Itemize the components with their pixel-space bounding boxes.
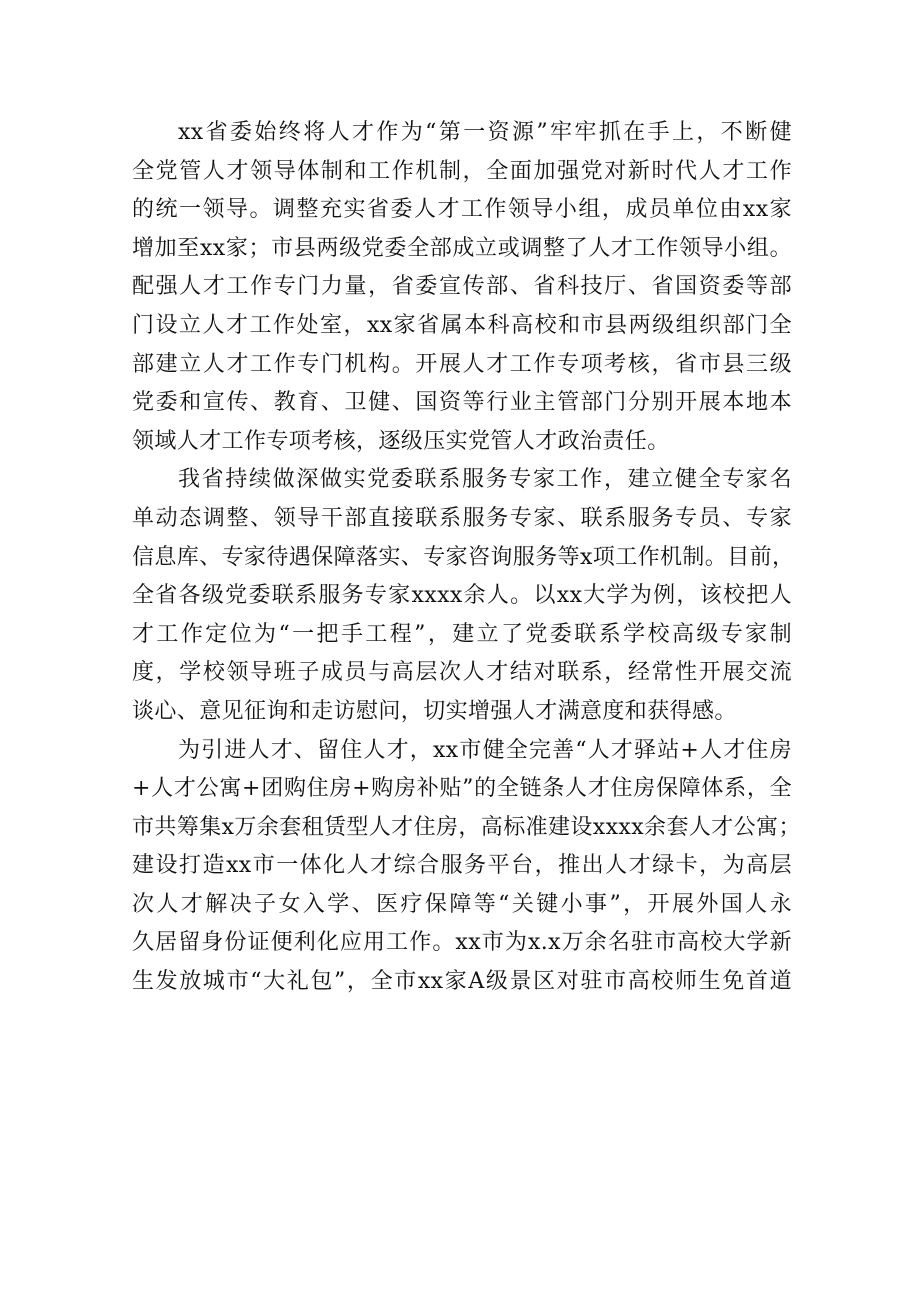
text-line: 党委和宣传、教育、卫健、国资等行业主管部门分别开展本地本 [132, 390, 792, 416]
text-line: 谈心、意见征询和走访慰问，切实增强人才满意度和获得感。 [132, 698, 737, 724]
text-line: 配强人才工作专门力量，省委宣传部、省科技厅、省国资委等部 [132, 274, 792, 300]
text-line: xx省委始终将人才作为“第一资源”牢牢抓在手上，不断健 [178, 120, 792, 145]
text-line: +人才公寓+团购住房+购房补贴”的全链条人才住房保障体系，全 [132, 776, 792, 802]
text-line: 市共筹集x万余套租赁型人才住房，高标准建设xxxx余套人才公寓； [132, 814, 801, 840]
text-line: 次人才解决子女入学、医疗保障等“关键小事”，开展外国人永 [132, 891, 792, 917]
paragraph-2 [132, 461, 795, 731]
text-line: 全党管人才领导体制和工作机制，全面加强党对新时代人才工作 [132, 158, 792, 184]
text-line: 度，学校领导班子成员与高层次人才结对联系，经常性开展交流 [132, 660, 792, 686]
text-line: 我省持续做深做实党委联系服务专家工作，建立健全专家名 [178, 467, 792, 493]
text-line: 全省各级党委联系服务专家xxxx余人。以xx大学为例，该校把人 [132, 583, 792, 609]
text-line: 生发放城市“大礼包”，全市xx家A级景区对驻市高校师生免首道 [132, 969, 792, 995]
text-line: 建设打造xx市一体化人才综合服务平台，推出人才绿卡，为高层 [132, 853, 792, 879]
text-line: 部建立人才工作专门机构。开展人才工作专项考核，省市县三级 [132, 351, 792, 377]
document-body [132, 114, 801, 1002]
paragraph-3 [132, 732, 801, 1002]
text-line: 久居留身份证便利化应用工作。xx市为x.x万余名驻市高校大学新 [132, 930, 792, 956]
text-line: 信息库、专家待遇保障落实、专家咨询服务等x项工作机制。目前， [132, 544, 795, 570]
text-line: 增加至xx家；市县两级党委全部成立或调整了人才工作领导小组。 [132, 235, 792, 261]
text-line: 才工作定位为“一把手工程”，建立了党委联系学校高级专家制 [132, 621, 792, 647]
text-line: 为引进人才、留住人才，xx市健全完善“人才驿站+人才住房 [178, 737, 792, 763]
text-line: 领域人才工作专项考核，逐级压实党管人才政治责任。 [132, 428, 670, 454]
text-line: 门设立人才工作处室，xx家省属本科高校和市县两级组织部门全 [132, 312, 792, 338]
text-line: 单动态调整、领导干部直接联系服务专家、联系服务专员、专家 [132, 505, 792, 531]
paragraph-1 [132, 114, 792, 461]
text-line: 的统一领导。调整充实省委人才工作领导小组，成员单位由xx家 [132, 197, 792, 223]
